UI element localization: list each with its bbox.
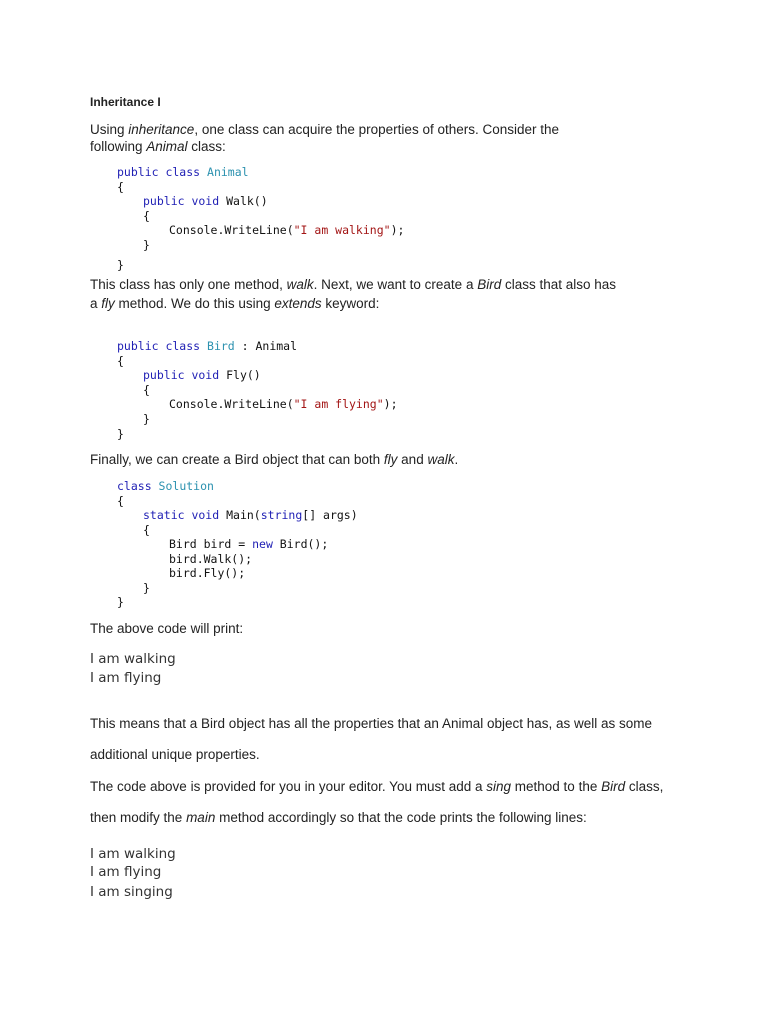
output-line: I am flying — [90, 670, 162, 686]
task-line-1: The code above is provided for you in your editor. You must add a sing method to the Bird class, — [90, 779, 664, 794]
intro-line-2: following Animal class: — [90, 139, 226, 154]
code-line: public void Fly() — [143, 368, 261, 382]
code-line: { — [143, 383, 150, 397]
code-line: } — [143, 581, 150, 595]
code-line: public class Animal — [117, 165, 249, 179]
code-line: { — [117, 354, 124, 368]
code-line: bird.Walk(); — [169, 552, 253, 566]
mid-line-1: This class has only one method, walk. Next, we want to create a Bird class that also has — [90, 277, 617, 292]
code-line: } — [117, 258, 124, 272]
code-line: } — [143, 412, 150, 426]
code-line: Console.WriteLine("I am walking"); — [169, 223, 405, 237]
intro-line-1: Using inheritance, one class can acquire the properties of others. Consider the — [90, 122, 560, 137]
task-line-2: then modify the main method accordingly so that the code prints the following lines: — [90, 810, 587, 825]
page-title: Inheritance I — [90, 95, 161, 109]
code-line: { — [117, 494, 124, 508]
code-line: } — [143, 238, 150, 252]
code-line: public class Bird : Animal — [117, 339, 298, 353]
code-line: static void Main(string[] args) — [143, 508, 358, 522]
finally-line: Finally, we can create a Bird object that can both fly and walk. — [90, 452, 459, 467]
code-line: { — [117, 180, 124, 194]
code-line: bird.Fly(); — [169, 566, 246, 580]
code-line: } — [117, 427, 124, 441]
means-line-2: additional unique properties. — [90, 747, 260, 762]
output-line: I am walking — [90, 846, 176, 862]
code-line: Bird bird = new Bird(); — [169, 537, 329, 551]
print-intro: The above code will print: — [90, 621, 244, 636]
code-line: public void Walk() — [143, 194, 268, 208]
code-line: { — [143, 209, 150, 223]
means-line-1: This means that a Bird object has all the properties that an Animal object has, as well as some — [90, 716, 653, 731]
code-line: Console.WriteLine("I am flying"); — [169, 397, 398, 411]
code-line: { — [143, 523, 150, 537]
output-line: I am singing — [90, 884, 173, 900]
output-line: I am walking — [90, 651, 176, 667]
mid-line-2: a fly method. We do this using extends keyword: — [90, 296, 380, 311]
output-line: I am flying — [90, 864, 162, 880]
code-line: class Solution — [117, 479, 214, 493]
code-line: } — [117, 595, 124, 609]
